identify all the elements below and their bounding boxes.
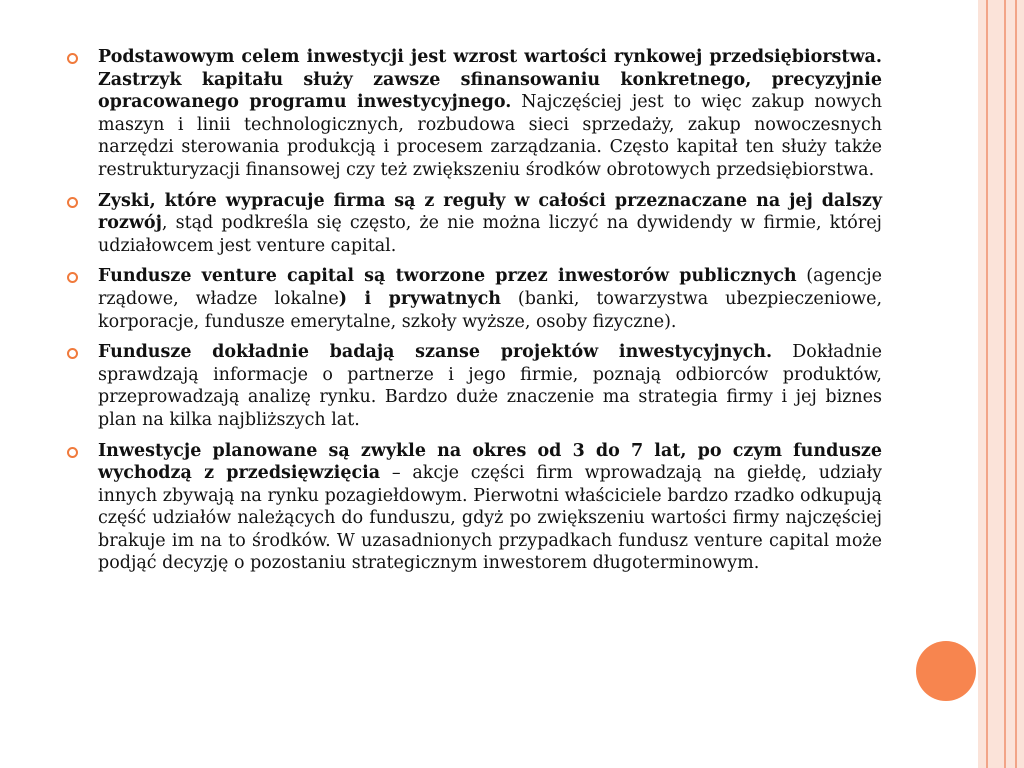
bullet-marker-icon [67, 53, 78, 64]
bullet-bold-lead: Fundusze venture capital są tworzone przez inwestorów publicznych [98, 266, 797, 287]
right-border-band [978, 0, 1024, 768]
bullet-marker-icon [67, 447, 78, 458]
bullet-item [67, 440, 882, 576]
bullet-marker-icon [67, 272, 78, 283]
bullet-item [67, 190, 882, 258]
bullet-item [67, 341, 882, 431]
bullet-item [67, 46, 882, 182]
bullet-marker-icon [67, 197, 78, 208]
bullet-marker-icon [67, 348, 78, 359]
bullet-bold-lead: Zyski, które wypracuje firma są z reguły w całości przeznaczane na jej dalszy rozwój [98, 190, 882, 234]
bullet-text: Najczęściej jest to więc zakup nowych maszyn i linii technologicznych, rozbudowa sieci sprzedaży, zakup nowoczesnych narzędzi sterowania produkcją i procesem zarządzania. Często kapitał ten służy także restrukturyzacji finansowej czy też zwiększeniu środków obrotowych przedsiębiorstwa. [98, 92, 882, 180]
bullet-text: , stąd podkreśla się często, że nie można liczyć na dywidendy w firmie, której udziałowcem jest venture capital. [98, 213, 882, 256]
bullet-bold-mid: ) i prywatnych [338, 288, 501, 309]
bullet-text: Dokładnie sprawdzają informacje o partnerze i jego firmie, poznają odbiorców produktów, przeprowadzają analizę rynku. Bardzo duże znaczenie ma strategia firmy i jej biznes plan na kilka najbliższych lat. [98, 342, 882, 430]
right-border-line [1004, 0, 1006, 768]
bullet-text: – akcje części firm wprowadzają na giełdę, udziały innych zbywają na rynku pozagiełdowym. Pierwotni właściciele bardzo rzadko odkupują część udziałów należących do funduszu, gdyż po zwiększeniu wartości firmy najczęściej brakuje im na to środków. W uzasadnionych przypadkach fundusz venture capital może podjąć decyzję o pozostaniu strategicznym inwestorem długoterminowym. [98, 463, 882, 574]
decorative-circle [916, 641, 976, 701]
bullet-text: (agencje rządowe, władze lokalne [98, 266, 882, 309]
bullet-text-end: (banki, towarzystwa ubezpieczeniowe, korporacje, fundusze emerytalne, szkoły wyższe, osoby fizyczne). [98, 288, 883, 332]
bullet-list [67, 46, 882, 583]
bullet-bold-lead: Inwestycje planowane są zwykle na okres od 3 do 7 lat, po czym fundusze wychodzą z przedsięwzięcia [98, 440, 882, 484]
bullet-bold-lead: Podstawowym celem inwestycji jest wzrost wartości rynkowej przedsiębiorstwa. Zastrzyk kapitału służy zawsze sfinansowaniu konkretnego, precyzyjnie opracowanego programu inwestycyjnego. [98, 47, 882, 113]
bullet-item [67, 265, 882, 333]
right-border-line [1015, 0, 1017, 768]
bullet-bold-lead: Fundusze dokładnie badają szanse projektów inwestycyjnych. [98, 342, 773, 363]
right-border-line [986, 0, 988, 768]
